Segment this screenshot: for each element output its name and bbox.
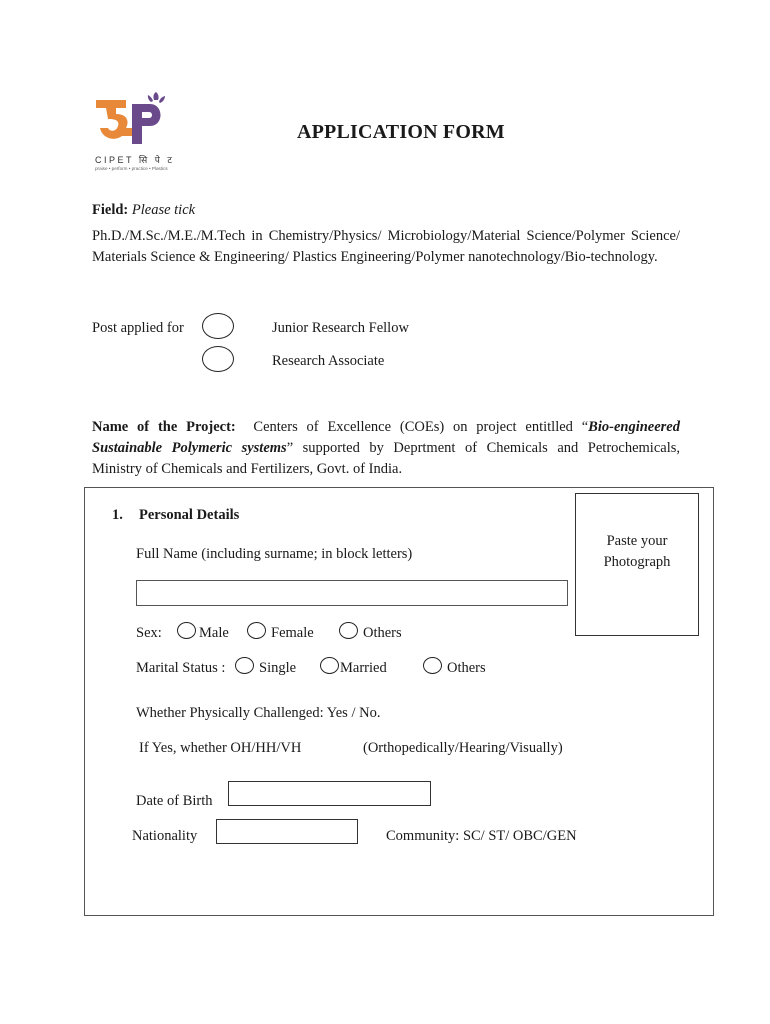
logo-tagline: praise • perform • practice • Plastics bbox=[95, 166, 168, 171]
marital-married-label: Married bbox=[340, 660, 387, 676]
sex-male-label: Male bbox=[199, 625, 229, 641]
project-text-after: ” supported by Deprtment of Chemicals and Petrochemicals, Ministry of Chemicals and Fertilizers, Govt. of India. bbox=[92, 440, 680, 477]
project-paragraph bbox=[92, 417, 680, 480]
physically-challenged: Whether Physically Challenged: Yes / No. bbox=[136, 705, 381, 721]
sex-female-label: Female bbox=[271, 625, 314, 641]
sex-others-radio[interactable] bbox=[339, 622, 358, 639]
sex-others-label: Others bbox=[363, 625, 402, 641]
field-text: Ph.D./M.Sc./M.E./M.Tech in Chemistry/Physics/ Microbiology/Material Science/Polymer Science/ Materials Science & Engineering/ Plastics Engineering/Polymer nanotechnology/Bio-technology. bbox=[92, 228, 680, 265]
nationality-input[interactable] bbox=[216, 819, 358, 844]
logo-brand: CIPET सि पे ट bbox=[95, 155, 175, 165]
project-title: Bio-engineered Sustainable Polymeric systems bbox=[92, 419, 680, 456]
dob-label: Date of Birth bbox=[136, 793, 213, 809]
marital-single-radio[interactable] bbox=[235, 657, 254, 674]
post-jrf-radio[interactable] bbox=[202, 313, 234, 339]
page-title: APPLICATION FORM bbox=[297, 121, 505, 143]
marital-label: Marital Status : bbox=[136, 660, 226, 676]
post-label: Post applied for bbox=[92, 320, 184, 336]
sex-label: Sex: bbox=[136, 625, 162, 641]
photo-text: Paste your Photograph bbox=[603, 533, 671, 570]
if-yes-detail: (Orthopedically/Hearing/Visually) bbox=[363, 740, 563, 756]
post-option-ra: Research Associate bbox=[272, 353, 385, 369]
if-yes-label: If Yes, whether OH/HH/VH bbox=[139, 740, 302, 756]
marital-married-radio[interactable] bbox=[320, 657, 339, 674]
marital-others-radio[interactable] bbox=[423, 657, 442, 674]
project-label: Name of the Project: bbox=[92, 419, 236, 435]
sex-male-radio[interactable] bbox=[177, 622, 196, 639]
project-text-before: Centers of Excellence (COEs) on project entitlled “ bbox=[253, 419, 589, 435]
sex-female-radio[interactable] bbox=[247, 622, 266, 639]
post-ra-radio[interactable] bbox=[202, 346, 234, 372]
marital-single-label: Single bbox=[259, 660, 297, 676]
section-heading: Personal Details bbox=[139, 507, 240, 523]
field-instruction: Please tick bbox=[131, 202, 196, 218]
marital-others-label: Others bbox=[447, 660, 486, 676]
cipet-logo-icon bbox=[92, 92, 172, 148]
nationality-label: Nationality bbox=[132, 828, 198, 844]
post-option-jrf: Junior Research Fellow bbox=[272, 320, 409, 336]
section-number: 1. bbox=[112, 507, 123, 523]
community-text: Community: SC/ ST/ OBC/GEN bbox=[386, 828, 577, 844]
field-label-line bbox=[92, 200, 195, 220]
dob-input[interactable] bbox=[228, 781, 431, 806]
photo-box bbox=[575, 493, 699, 636]
full-name-input[interactable] bbox=[136, 580, 568, 606]
field-label: Field: bbox=[92, 202, 129, 218]
full-name-label: Full Name (including surname; in block letters) bbox=[136, 546, 413, 562]
